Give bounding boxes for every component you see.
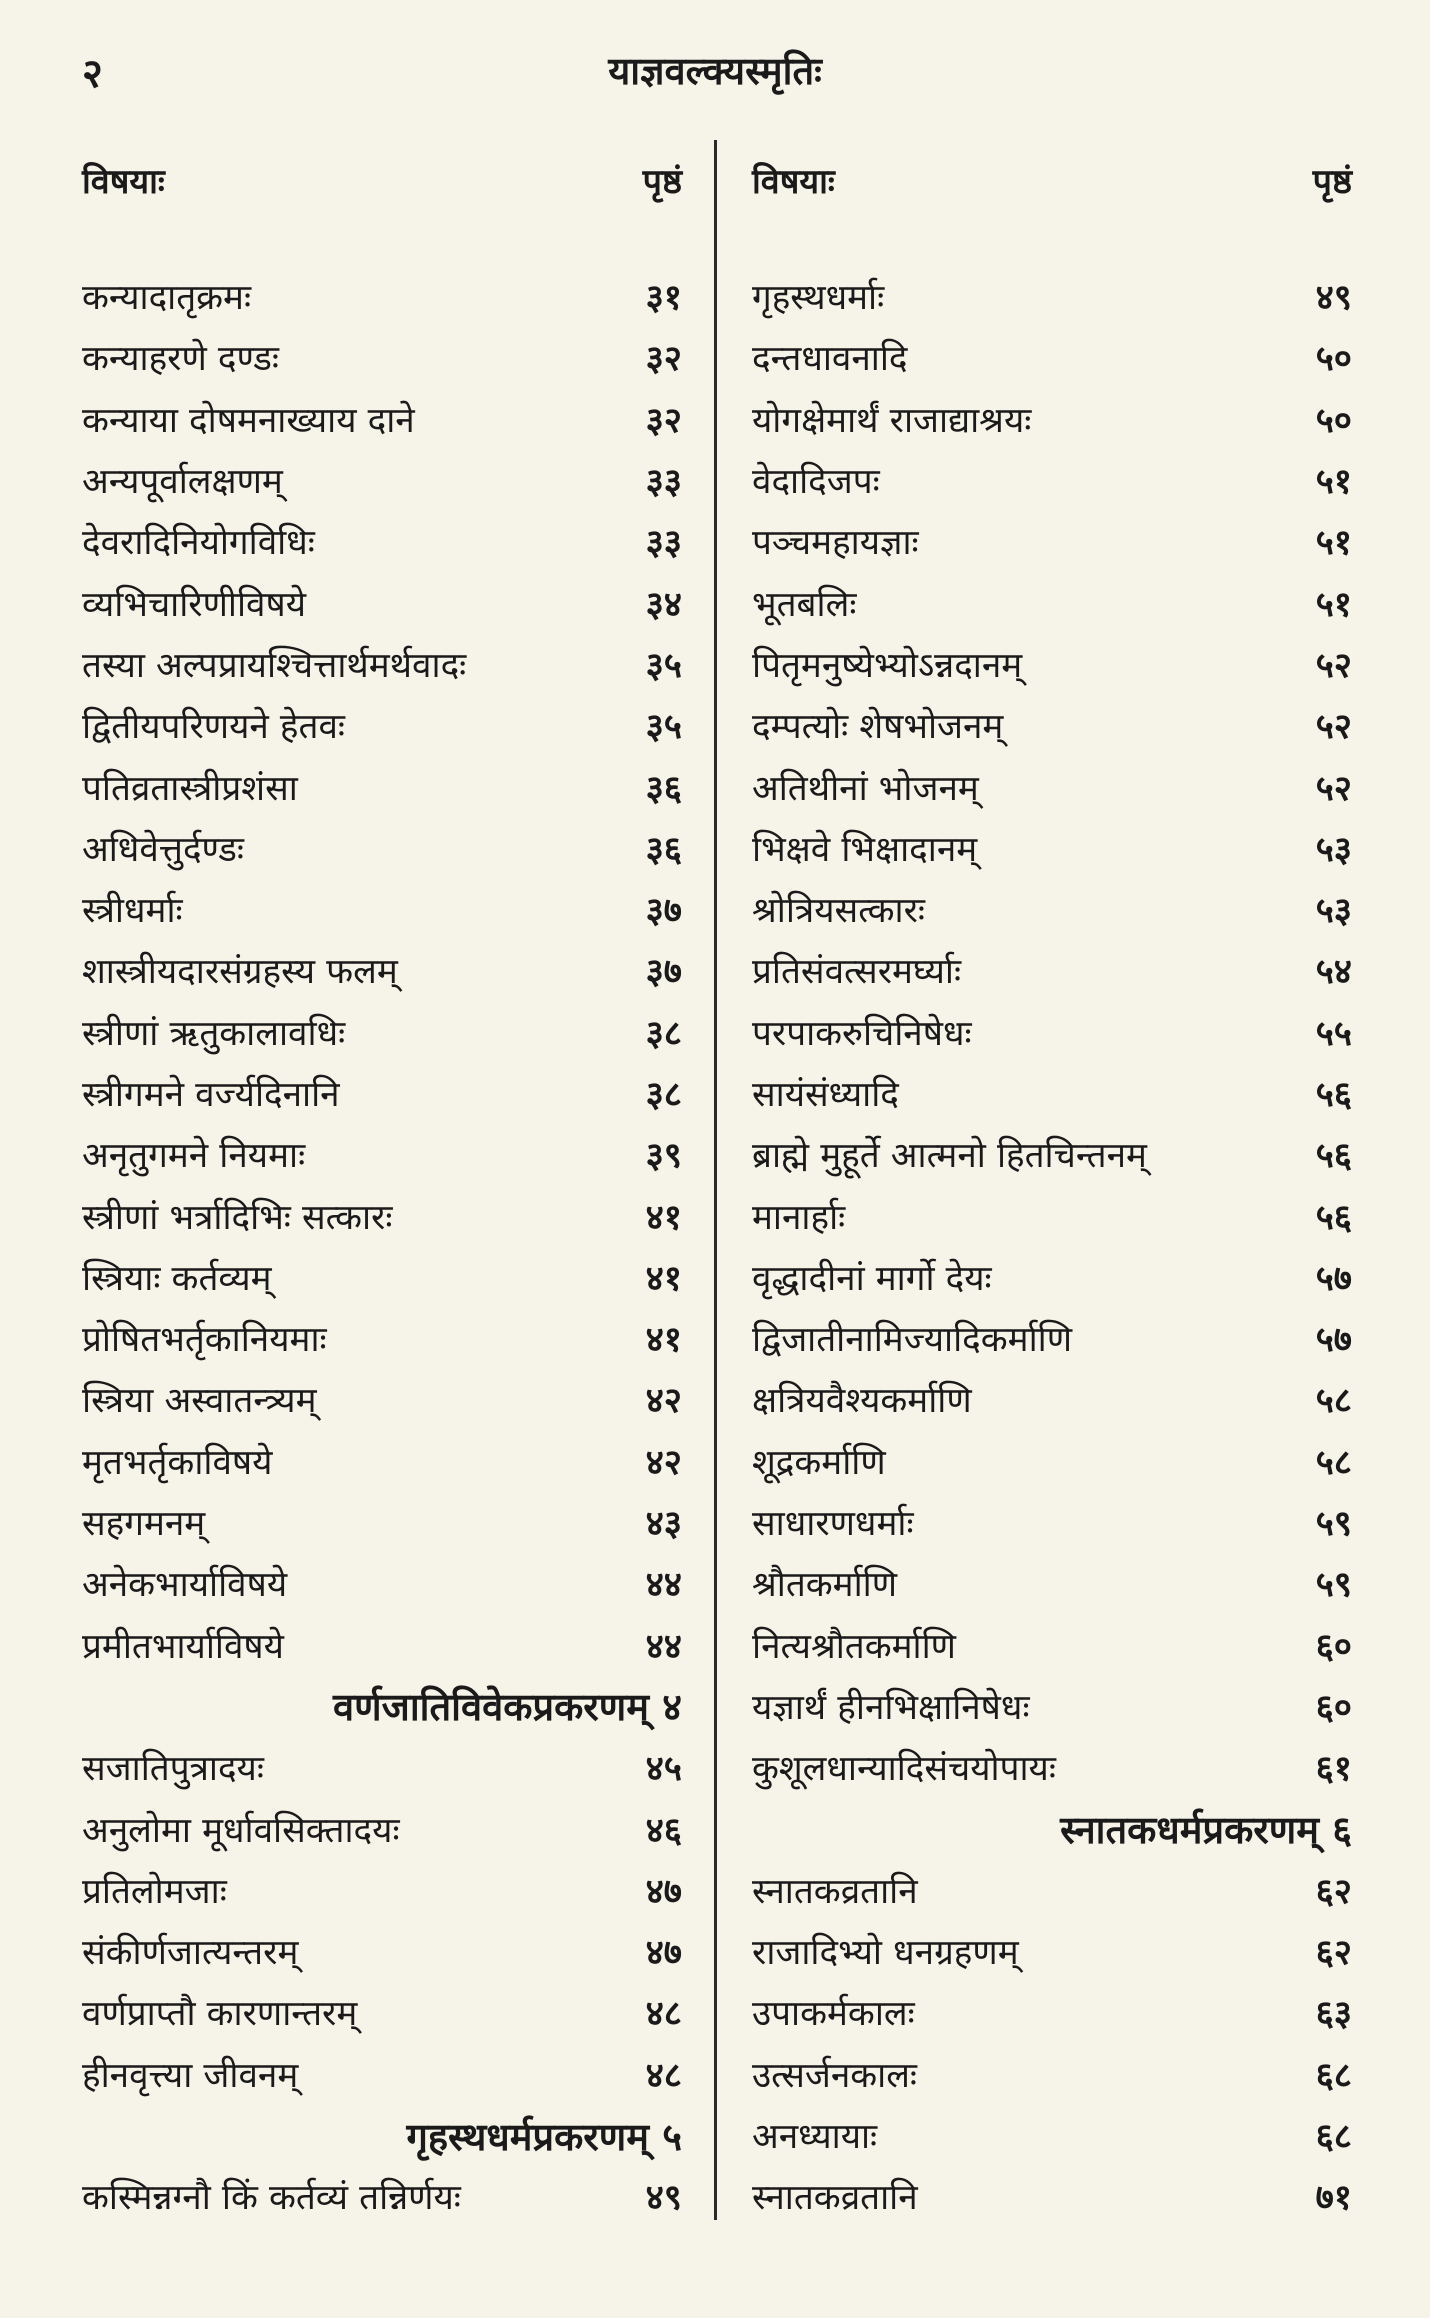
toc-row bbox=[752, 1553, 1352, 1614]
toc-subject: श्रोत्रियसत्कारः bbox=[752, 891, 925, 932]
toc-subject: पतिव्रतास्त्रीप्रशंसा bbox=[82, 768, 298, 809]
section-heading-text: गृहस्थधर्मप्रकरणम् ५ bbox=[406, 2114, 682, 2159]
toc-subject: कन्याहरणे दण्डः bbox=[82, 339, 279, 380]
toc-page-number: ५७ bbox=[1315, 1320, 1352, 1361]
toc-row bbox=[82, 327, 682, 388]
toc-page-number: ३३ bbox=[645, 462, 682, 503]
toc-row bbox=[752, 1860, 1352, 1921]
toc-subject: उपाकर्मकालः bbox=[752, 1994, 915, 2035]
toc-row bbox=[752, 1002, 1352, 1063]
toc-page-number: ३२ bbox=[645, 400, 682, 441]
toc-subject: स्त्रिया अस्वातन्त्र्यम् bbox=[82, 1381, 317, 1422]
toc-page-number: ४४ bbox=[645, 1565, 682, 1606]
toc-page-number: ३२ bbox=[645, 339, 682, 380]
toc-subject: कन्याया दोषमनाख्याय दाने bbox=[82, 400, 415, 441]
subject-header: विषयाः bbox=[752, 162, 835, 202]
toc-subject: द्वितीयपरिणयने हेतवः bbox=[82, 707, 345, 748]
toc-subject: स्त्रीगमने वर्ज्यदिनानि bbox=[82, 1075, 340, 1115]
toc-subject: शास्त्रीयदारसंग्रहस्य फलम् bbox=[82, 952, 398, 993]
toc-row bbox=[82, 634, 682, 695]
toc-subject: सजातिपुत्रादयः bbox=[82, 1749, 264, 1790]
toc-page-number: ५१ bbox=[1315, 523, 1352, 564]
toc-row bbox=[752, 1185, 1352, 1246]
toc-subject: हीनवृत्त्या जीवनम् bbox=[82, 2055, 299, 2096]
toc-row bbox=[752, 266, 1352, 327]
toc-subject: वर्णप्राप्तौ कारणान्तरम् bbox=[82, 1994, 358, 2035]
toc-page-number: ६३ bbox=[1315, 1994, 1352, 2035]
toc-page-number: ६८ bbox=[1315, 2055, 1352, 2096]
toc-subject: प्रतिसंवत्सरमर्घ्याः bbox=[752, 952, 962, 993]
toc-row bbox=[752, 879, 1352, 940]
toc-page-number: ४३ bbox=[645, 1504, 682, 1545]
toc-row bbox=[752, 940, 1352, 1001]
toc-subject: शूद्रकर्माणि bbox=[752, 1442, 886, 1483]
toc-subject: सहगमनम् bbox=[82, 1504, 206, 1545]
toc-row bbox=[752, 1308, 1352, 1369]
toc-page-number: ५७ bbox=[1315, 1258, 1352, 1299]
toc-page-number: ५२ bbox=[1315, 707, 1352, 748]
toc-row bbox=[82, 450, 682, 511]
toc-subject: उत्सर्जनकालः bbox=[752, 2055, 917, 2096]
toc-page-number: ३४ bbox=[645, 584, 682, 625]
toc-page-number: ६२ bbox=[1315, 1933, 1352, 1974]
toc-subject: मृतभर्तृकाविषये bbox=[82, 1442, 273, 1483]
toc-subject: क्षत्रियवैश्यकर्माणि bbox=[752, 1381, 972, 1422]
toc-page-number: ४८ bbox=[645, 2055, 682, 2096]
running-title: याज्ञवल्क्यस्मृतिः bbox=[608, 49, 822, 93]
toc-row bbox=[82, 1369, 682, 1430]
toc-page-number: ५६ bbox=[1315, 1075, 1352, 1115]
toc-row bbox=[752, 1247, 1352, 1308]
toc-row bbox=[752, 1124, 1352, 1185]
toc-subject: श्रौतकर्माणि bbox=[752, 1565, 898, 1606]
toc-subject: साधारणधर्माः bbox=[752, 1504, 914, 1545]
toc-row bbox=[82, 1185, 682, 1246]
toc-row bbox=[82, 1737, 682, 1798]
toc-subject: भिक्षवे भिक्षादानम् bbox=[752, 829, 978, 870]
page-header: पृष्ठं bbox=[1312, 162, 1352, 202]
toc-page-number: ६० bbox=[1315, 1687, 1352, 1728]
toc-page-number: ५४ bbox=[1315, 952, 1352, 993]
toc-page-number: ४१ bbox=[645, 1258, 682, 1299]
toc-subject: संकीर्णजात्यन्तरम् bbox=[82, 1933, 299, 1974]
toc-subject: प्रमीतभार्याविषये bbox=[82, 1626, 284, 1667]
toc-page-number: ५१ bbox=[1315, 584, 1352, 625]
toc-page-number: ३६ bbox=[645, 768, 682, 809]
right-column-header bbox=[752, 150, 1352, 210]
toc-page-number: ४७ bbox=[645, 1933, 682, 1974]
toc-subject: पितृमनुष्येभ्योऽन्नदानम् bbox=[752, 645, 1023, 686]
toc-row bbox=[752, 327, 1352, 388]
toc-page-number: ५० bbox=[1315, 400, 1352, 441]
toc-row bbox=[752, 2166, 1352, 2227]
toc-page-number: ५० bbox=[1315, 339, 1352, 380]
toc-subject: अन्यपूर्वालक्षणम् bbox=[82, 462, 283, 503]
toc-page-number: ५२ bbox=[1315, 645, 1352, 686]
section-heading bbox=[82, 2105, 682, 2166]
left-column-header bbox=[82, 150, 682, 210]
right-column bbox=[752, 150, 1352, 2228]
page-header: पृष्ठं bbox=[642, 162, 682, 202]
toc-page-number: ४५ bbox=[645, 1749, 682, 1790]
toc-row bbox=[752, 756, 1352, 817]
toc-page-number: ५३ bbox=[1315, 891, 1352, 932]
toc-page-number: ३८ bbox=[645, 1075, 682, 1115]
toc-page-number: ६० bbox=[1315, 1626, 1352, 1667]
toc-page-number: ४४ bbox=[645, 1626, 682, 1667]
toc-subject: कुशूलधान्यादिसंचयोपायः bbox=[752, 1749, 1056, 1790]
toc-page-number: ५९ bbox=[1315, 1565, 1352, 1606]
toc-row bbox=[752, 389, 1352, 450]
toc-row bbox=[82, 1247, 682, 1308]
toc-page-number: ५२ bbox=[1315, 768, 1352, 809]
toc-page-number: ५१ bbox=[1315, 462, 1352, 503]
toc-row bbox=[82, 1860, 682, 1921]
toc-row bbox=[82, 879, 682, 940]
toc-page-number: ५३ bbox=[1315, 829, 1352, 870]
toc-row bbox=[82, 2044, 682, 2105]
toc-page-number: ५६ bbox=[1315, 1136, 1352, 1177]
toc-subject: देवरादिनियोगविधिः bbox=[82, 523, 315, 564]
toc-row bbox=[752, 1492, 1352, 1553]
toc-row bbox=[82, 1308, 682, 1369]
toc-row bbox=[752, 2105, 1352, 2166]
toc-subject: अधिवेत्तुर्दण्डः bbox=[82, 829, 244, 870]
toc-page-number: ४९ bbox=[645, 2178, 682, 2219]
toc-row bbox=[752, 1063, 1352, 1124]
column-divider bbox=[714, 140, 717, 2220]
toc-row bbox=[752, 2044, 1352, 2105]
toc-page-number: ४२ bbox=[645, 1381, 682, 1422]
toc-page-number: ६८ bbox=[1315, 2117, 1352, 2158]
toc-subject: कन्यादातृक्रमः bbox=[82, 278, 252, 319]
toc-page-number: ५८ bbox=[1315, 1381, 1352, 1422]
toc-subject: राजादिभ्यो धनग्रहणम् bbox=[752, 1933, 1019, 1974]
section-heading-text: स्नातकधर्मप्रकरणम् ६ bbox=[1060, 1808, 1352, 1853]
toc-subject: सायंसंध्यादि bbox=[752, 1075, 899, 1115]
toc-subject: अनेकभार्याविषये bbox=[82, 1565, 288, 1606]
toc-subject: दम्पत्योः शेषभोजनम् bbox=[752, 707, 1004, 748]
toc-row bbox=[752, 1431, 1352, 1492]
toc-page-number: ४८ bbox=[645, 1994, 682, 2035]
toc-subject: पञ्चमहायज्ञाः bbox=[752, 523, 919, 564]
toc-subject: अनृतुगमने नियमाः bbox=[82, 1136, 306, 1177]
right-entries bbox=[752, 266, 1352, 2228]
left-column bbox=[82, 150, 682, 2228]
toc-row bbox=[82, 1615, 682, 1676]
toc-page-number: ६१ bbox=[1315, 1749, 1352, 1790]
left-entries bbox=[82, 266, 682, 2228]
toc-page-number: ४६ bbox=[645, 1810, 682, 1851]
toc-page-number: ३९ bbox=[645, 1136, 682, 1177]
toc-subject: व्यभिचारिणीविषये bbox=[82, 584, 307, 625]
toc-subject: प्रोषितभर्तृकानियमाः bbox=[82, 1320, 327, 1361]
toc-page-number: ५९ bbox=[1315, 1504, 1352, 1545]
toc-page-number: ४१ bbox=[645, 1197, 682, 1238]
toc-subject: योगक्षेमार्थं राजाद्याश्रयः bbox=[752, 400, 1032, 441]
toc-row bbox=[752, 450, 1352, 511]
toc-page-number: ३३ bbox=[645, 523, 682, 564]
toc-subject: स्त्रीणां भर्त्रादिभिः सत्कारः bbox=[82, 1197, 393, 1238]
toc-page-number: ३८ bbox=[645, 1013, 682, 1054]
section-heading bbox=[752, 1798, 1352, 1859]
toc-subject: वृद्धादीनां मार्गो देयः bbox=[752, 1258, 992, 1299]
subject-header: विषयाः bbox=[82, 162, 165, 202]
toc-subject: गृहस्थधर्माः bbox=[752, 278, 885, 319]
page-number: २ bbox=[82, 51, 103, 97]
toc-subject: अतिथीनां भोजनम् bbox=[752, 768, 979, 809]
toc-page-number: ४२ bbox=[645, 1442, 682, 1483]
toc-row bbox=[82, 818, 682, 879]
toc-page-number: ४१ bbox=[645, 1320, 682, 1361]
toc-page-number: ५८ bbox=[1315, 1442, 1352, 1483]
toc-row bbox=[752, 1737, 1352, 1798]
toc-page-number: ४७ bbox=[645, 1871, 682, 1912]
toc-row bbox=[82, 695, 682, 756]
toc-page-number: ७१ bbox=[1315, 2178, 1352, 2219]
toc-row bbox=[752, 1676, 1352, 1737]
toc-page-number: ५६ bbox=[1315, 1197, 1352, 1238]
toc-page-number: ६२ bbox=[1315, 1871, 1352, 1912]
toc-row bbox=[82, 1431, 682, 1492]
toc-page-number: ५५ bbox=[1315, 1013, 1352, 1054]
toc-subject: स्त्रियाः कर्तव्यम् bbox=[82, 1258, 272, 1299]
toc-row bbox=[752, 1369, 1352, 1430]
toc-subject: स्नातकव्रतानि bbox=[752, 2178, 918, 2219]
toc-row bbox=[752, 572, 1352, 633]
toc-subject: स्त्रीणां ऋतुकालावधिः bbox=[82, 1013, 346, 1054]
toc-row bbox=[752, 1982, 1352, 2043]
toc-row bbox=[752, 1615, 1352, 1676]
toc-row bbox=[82, 1002, 682, 1063]
toc-row bbox=[82, 1921, 682, 1982]
toc-page-number: ३५ bbox=[645, 707, 682, 748]
toc-row bbox=[82, 1798, 682, 1859]
toc-row bbox=[82, 1982, 682, 2043]
toc-row bbox=[752, 1921, 1352, 1982]
toc-row bbox=[752, 695, 1352, 756]
toc-row bbox=[752, 511, 1352, 572]
toc-subject: भूतबलिः bbox=[752, 584, 857, 625]
toc-row bbox=[82, 756, 682, 817]
toc-subject: स्त्रीधर्माः bbox=[82, 891, 183, 932]
toc-row bbox=[82, 389, 682, 450]
toc-subject: द्विजातीनामिज्यादिकर्माणि bbox=[752, 1320, 1073, 1361]
toc-row bbox=[752, 634, 1352, 695]
toc-subject: प्रतिलोमजाः bbox=[82, 1871, 227, 1912]
toc-row bbox=[82, 266, 682, 327]
toc-subject: परपाकरुचिनिषेधः bbox=[752, 1013, 972, 1054]
toc-page-number: ३७ bbox=[645, 952, 682, 993]
toc-subject: स्नातकव्रतानि bbox=[752, 1871, 918, 1912]
section-heading bbox=[82, 1676, 682, 1737]
toc-page-number: ४९ bbox=[1315, 278, 1352, 319]
toc-page-number: ३७ bbox=[645, 891, 682, 932]
toc-page-number: ३१ bbox=[645, 278, 682, 319]
toc-row bbox=[82, 572, 682, 633]
toc-row bbox=[82, 1063, 682, 1124]
toc-row bbox=[752, 818, 1352, 879]
toc-subject: दन्तधावनादि bbox=[752, 339, 908, 380]
toc-row bbox=[82, 1124, 682, 1185]
toc-subject: अनुलोमा मूर्धावसिक्तादयः bbox=[82, 1810, 400, 1851]
toc-row bbox=[82, 940, 682, 1001]
toc-subject: वेदादिजपः bbox=[752, 462, 880, 503]
toc-subject: नित्यश्रौतकर्माणि bbox=[752, 1626, 956, 1667]
toc-row bbox=[82, 1553, 682, 1614]
toc-subject: मानार्हाः bbox=[752, 1197, 846, 1238]
toc-row bbox=[82, 511, 682, 572]
toc-subject: अनध्यायाः bbox=[752, 2117, 878, 2158]
toc-page-number: ३६ bbox=[645, 829, 682, 870]
section-heading-text: वर्णजातिविवेकप्रकरणम् ४ bbox=[333, 1685, 682, 1730]
toc-subject: ब्राह्मे मुहूर्ते आत्मनो हितचिन्तनम् bbox=[752, 1136, 1147, 1177]
toc-subject: तस्या अल्पप्रायश्चित्तार्थमर्थवादः bbox=[82, 645, 467, 686]
toc-row bbox=[82, 1492, 682, 1553]
toc-subject: यज्ञार्थं हीनभिक्षानिषेधः bbox=[752, 1687, 1030, 1728]
toc-row bbox=[82, 2166, 682, 2227]
toc-subject: कस्मिन्नग्नौ किं कर्तव्यं तन्निर्णयः bbox=[82, 2178, 461, 2219]
toc-page-number: ३५ bbox=[645, 645, 682, 686]
